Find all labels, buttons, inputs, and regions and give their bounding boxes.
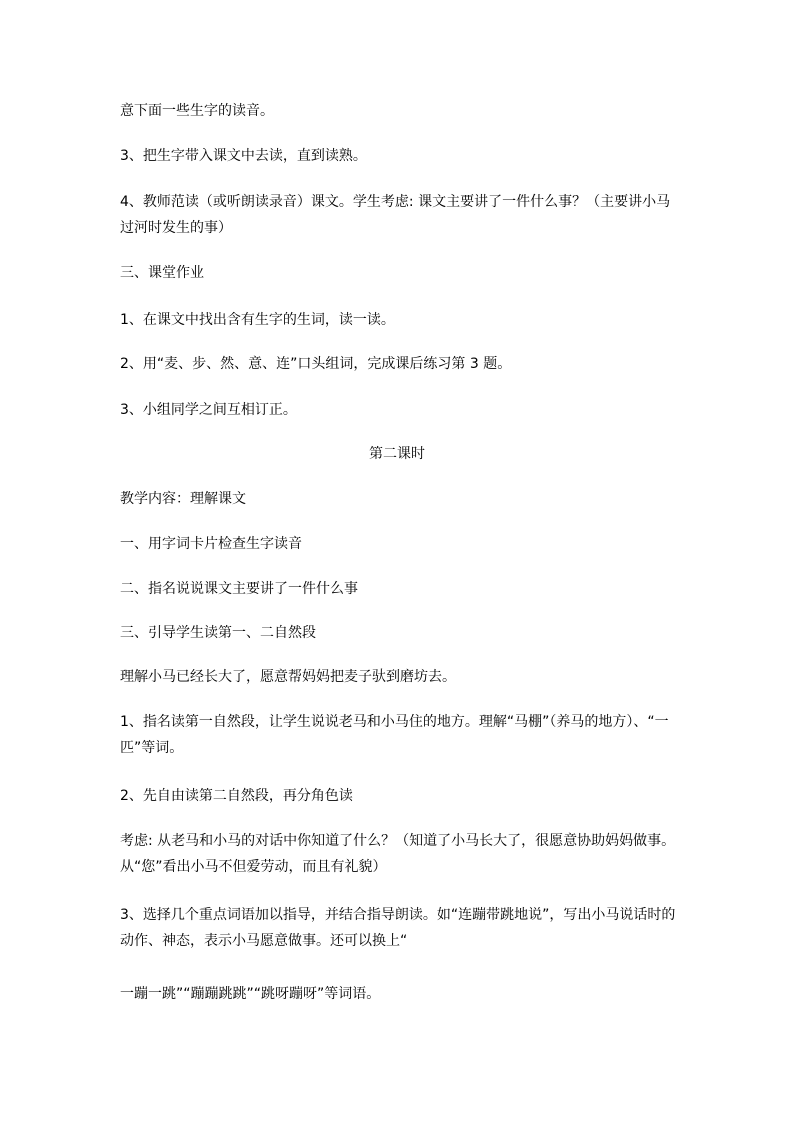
- paragraph: 考虑: 从老马和小马的对话中你知道了什么？（知道了小马长大了，很愿意协助妈妈做事。从“您”看出小马不但爱劳动，而且有礼貌）: [120, 833, 676, 875]
- section-heading: 三、引导学生读第一、二自然段: [120, 625, 316, 641]
- paragraph: 3、把生字带入课文中去读，直到读熟。: [120, 148, 367, 164]
- paragraph: 4、教师范读（或听朗读录音）课文。学生考虑: 课文主要讲了一件什么事？（主要讲小马过河时发生的事）: [120, 194, 671, 236]
- paragraph: 1、在课文中找出含有生字的生词，读一读。: [120, 312, 395, 328]
- paragraph: 理解小马已经长大了，愿意帮妈妈把麦子驮到磨坊去。: [120, 669, 456, 685]
- paragraph: 意下面一些生字的读音。: [120, 103, 274, 119]
- lesson-title: 第二课时: [369, 446, 425, 462]
- section-heading: 三、课堂作业: [120, 265, 204, 281]
- paragraph: 2、先自由读第二自然段，再分角色读: [120, 788, 353, 804]
- paragraph: 2、用“麦、步、然、意、连”口头组词，完成课后练习第 3 题。: [120, 356, 512, 372]
- paragraph: 一蹦一跳”“蹦蹦跳跳”“跳呀蹦呀”等词语。: [120, 986, 381, 1002]
- section-heading: 一、用字词卡片检查生字读音: [120, 536, 302, 552]
- paragraph: 3、选择几个重点词语加以指导，并结合指导朗读。如“连蹦带跳地说”，写出小马说话时的动作、神态，表示小马愿意做事。还可以换上“: [120, 907, 676, 949]
- paragraph: 3、小组同学之间互相订正。: [120, 402, 297, 418]
- paragraph: 教学内容：理解课文: [120, 491, 246, 507]
- paragraph: 1、指名读第一自然段，让学生说说老马和小马住的地方。理解“马棚”（养马的地方）、“一匹”等词。: [120, 714, 669, 756]
- section-heading: 二、指名说说课文主要讲了一件什么事: [120, 581, 358, 597]
